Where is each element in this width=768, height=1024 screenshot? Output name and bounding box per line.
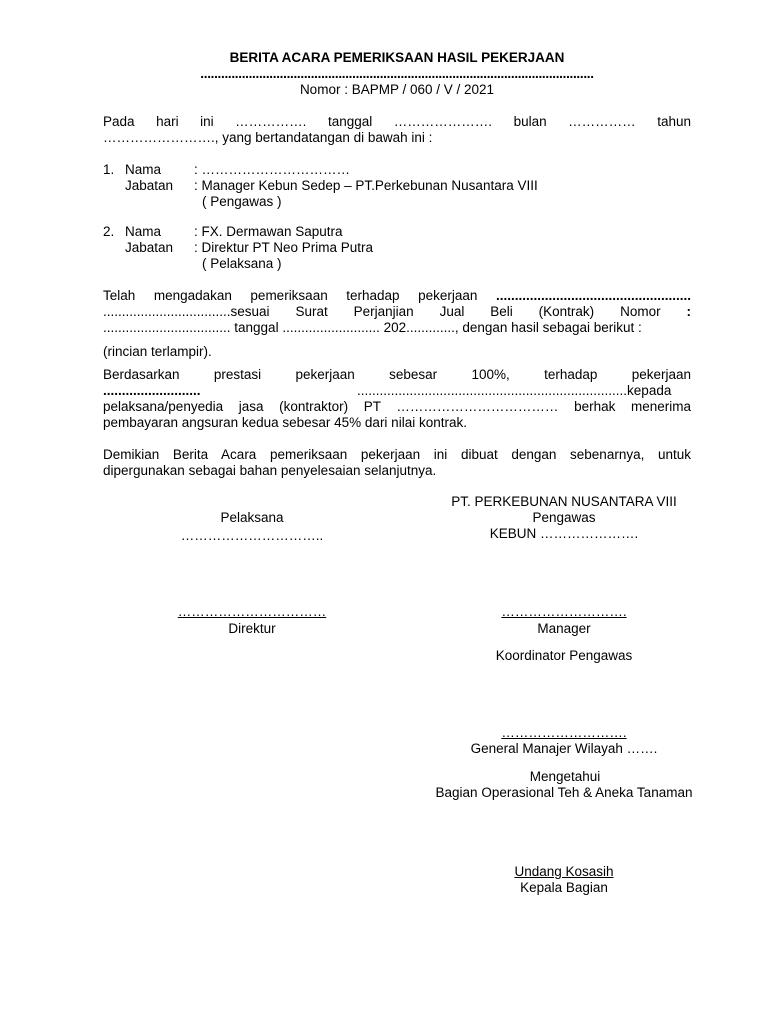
paragraph1-line3: .................................. tanggal .......................... 202............., dengan hasil sebagai berikut :: [103, 320, 642, 335]
p1-line2-text: sesuai Surat Perjanjian Jual Beli (Kontrak) Nomor: [230, 304, 661, 319]
department-head-name: Undang Kosasih: [514, 864, 614, 879]
party1-job-value: : Manager Kebun Sedep – PT.Perkebunan Nusantara VIII: [194, 178, 538, 193]
p1-text: Telah mengadakan pemeriksaan terhadap pekerjaan: [103, 288, 478, 303]
party1-role: ( Pengawas ): [202, 194, 282, 209]
paragraph2: (rincian terlampir).: [103, 344, 212, 359]
paragraph3-line3: pelaksana/penyedia jasa (kontraktor) PT ……………………………… berhak menerima: [103, 399, 691, 414]
left-dotted-line: …………………………..: [180, 528, 324, 543]
party2-number: 2.: [103, 224, 115, 239]
p1-work-dots: ....................................................: [495, 288, 691, 303]
right-signature-line: ……………………….: [501, 604, 627, 619]
party2-name-value: : FX. Dermawan Saputra: [194, 224, 343, 239]
right-kebun: KEBUN ………………….: [489, 526, 639, 541]
paragraph4-line1: Demikian Berita Acara pemeriksaan pekerjaan ini dibuat dengan sebenarnya, untuk: [103, 447, 691, 462]
intro-line-1: Pada hari ini ……………. tanggal …………………. bulan …………… tahun: [103, 114, 691, 129]
left-signature-line: ……………………………: [177, 604, 327, 619]
party2-job-value: : Direktur PT Neo Prima Putra: [194, 240, 374, 255]
p1-line2-dots: ..................................: [103, 304, 231, 319]
document-number: Nomor : BAPMP / 060 / V / 2021: [299, 82, 495, 97]
intro-line-2: ……………………., yang bertandatangan di bawah ini :: [103, 130, 433, 145]
party1-name-label: Nama: [125, 162, 162, 177]
acknowledge-department: Bagian Operasional Teh & Aneka Tanaman: [435, 785, 693, 800]
party2-name-label: Nama: [125, 224, 162, 239]
party1-number: 1.: [103, 162, 115, 177]
gm-title: General Manajer Wilayah …….: [470, 741, 658, 756]
paragraph3-line4: pembayaran angsuran kedua sebesar 45% dari nilai kontrak.: [103, 415, 467, 430]
acknowledge-label: Mengetahui: [529, 769, 601, 784]
paragraph3-line2: ........................................................................kepada: [357, 383, 672, 398]
right-role-label: Pengawas: [532, 510, 596, 525]
coordinator-label: Koordinator Pengawas: [495, 648, 633, 663]
department-head-title: Kepala Bagian: [520, 880, 608, 895]
document-title: BERITA ACARA PEMERIKSAAN HASIL PEKERJAAN: [229, 50, 565, 65]
paragraph4-line2: dipergunakan sebagai bahan penyelesaian selanjutnya.: [103, 463, 437, 478]
party2-job-label: Jabatan: [125, 240, 174, 255]
paragraph3-line1: Berdasarkan prestasi pekerjaan sebesar 100%, terhadap pekerjaan: [103, 367, 691, 382]
paragraph1-line1: [103, 288, 691, 304]
party1-name-value: : ……………………………: [194, 162, 351, 177]
paragraph3-work-dots: ..........................: [103, 383, 201, 398]
gm-signature-line: ……………………….: [501, 725, 627, 740]
party2-role: ( Pelaksana ): [202, 256, 282, 271]
paragraph1-line2: [103, 304, 691, 320]
right-company: PT. PERKEBUNAN NUSANTARA VIII: [451, 494, 677, 509]
title-dotted-line: ..................................................................................................................: [200, 66, 594, 81]
left-role-label: Pelaksana: [220, 510, 284, 525]
left-signer-title: Direktur: [228, 621, 276, 636]
right-signer-title: Manager: [537, 621, 591, 636]
p1-line2-colon: :: [686, 304, 691, 319]
party1-job-label: Jabatan: [125, 178, 174, 193]
